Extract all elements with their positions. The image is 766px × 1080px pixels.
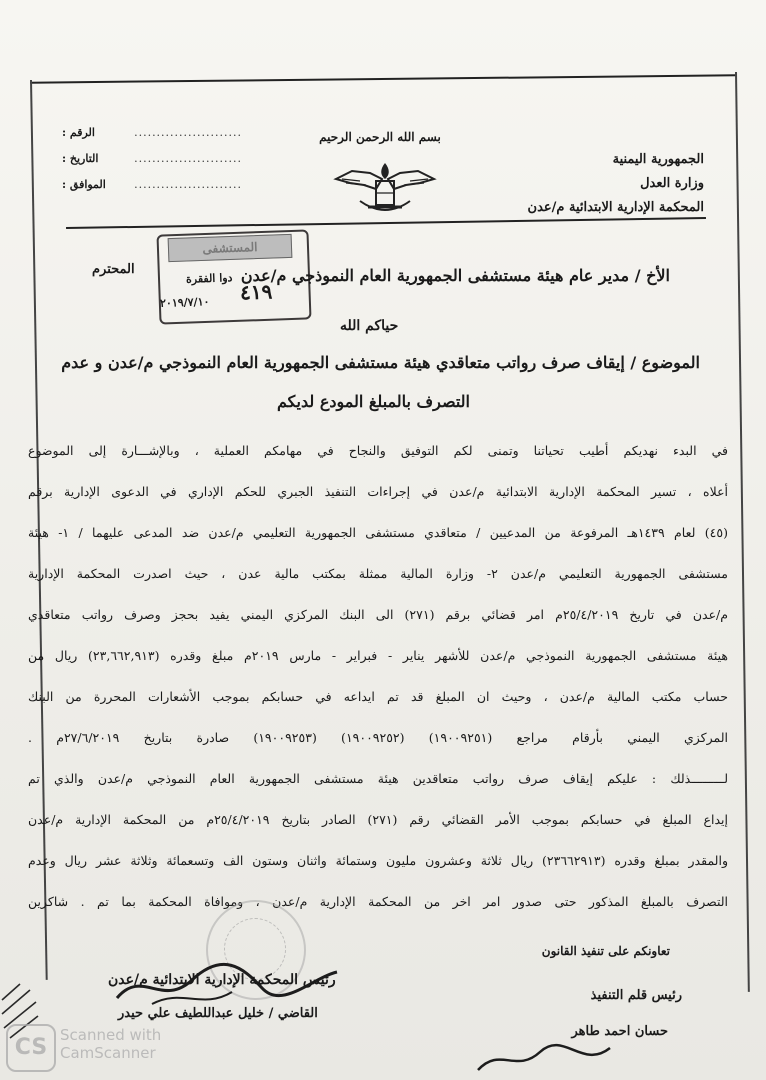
date-label: التاريخ : <box>62 152 99 165</box>
body-line: والمقدر بمبلغ وقدره (٢٣٦٦٢٩١٣) ريال ثلاثة وعشرون مليون وستمائة واثنان وستون الف وتسعمائة وثلاثة عشر ريال وعدم <box>28 853 728 868</box>
body-line: إيداع المبلغ في حسابكم بموجب الأمر القضائي رقم (٢٧١) الصادر بتاريخ ٢٥/٤/٢٠١٩م من المحكمة الإدارية م/عدن <box>28 812 728 827</box>
body-line: أعلاه ، تسير المحكمة الإدارية الابتدائية م/عدن في إجراءات التنفيذ الجبري للحكم الإداري في الدعوى الإدارية برقم <box>28 484 728 499</box>
body-line: م/عدن في تاريخ ٢٥/٤/٢٠١٩م امر قضائي برقم (٢٧١) الى البنك المركزي اليمني يفيد بحجز وصرف رواتب متعاقدي <box>28 607 728 622</box>
closing-line: تعاونكم على تنفيذ القانون <box>541 944 670 958</box>
basmala: بسم الله الرحمن الرحيم <box>319 130 441 144</box>
body-line: مستشفى الجمهورية التعليمي م/عدن ٢- وزارة المالية ممثلة بمكتب مالية عدن ، حيث اصدرت المحكمة الإدارية <box>28 566 728 581</box>
country-name: الجمهورية اليمنية <box>612 152 704 167</box>
corresponding-date-field: ........................ الموافق : <box>62 172 242 198</box>
court-name: المحكمة الإدارية الابتدائية م/عدن <box>527 200 704 215</box>
stamp-title: المستشفى <box>168 234 293 262</box>
stamp-number: ٤١٩ <box>239 279 273 305</box>
letter-body <box>28 430 728 922</box>
body-line: التصرف بالمبلغ المذكور حتى صدور امر اخر من المحكمة الإدارية م/عدن ، وموافاة المحكمة بما تم . شاكرين <box>28 894 728 909</box>
greeting: حياكم الله <box>340 318 399 334</box>
number-field: ........................ الرقم : <box>62 120 242 146</box>
addressee: الأخ / مدير عام هيئة مستشفى الجمهورية العام النموذجي م/عدن <box>240 266 670 285</box>
stamp-date: ٢٠١٩/٧/١٠ <box>159 295 210 310</box>
camscanner-logo-icon: CS <box>6 1024 56 1072</box>
reference-fields <box>62 120 242 198</box>
enforcement-head-name: حسان احمد طاهر <box>571 1024 668 1039</box>
date-field: ........................ التاريخ : <box>62 146 242 172</box>
honorific: المحترم <box>92 262 135 277</box>
court-president-title: رئيس المحكمة الإدارية الابتدائية م/عدن <box>108 972 336 988</box>
number-label: الرقم : <box>62 126 95 139</box>
judge-name: القاضي / خليل عبداللطيف علي حيدر <box>118 1006 318 1021</box>
body-line: (٤٥) لعام ١٤٣٩هـ المرفوعة من المدعيين / متعاقدي مستشفى الجمهورية التعليمي م/عدن ضد المدعى عليهما / ١- هيئة <box>28 525 728 540</box>
enforcement-head-title: رئيس قلم التنفيذ <box>590 988 682 1003</box>
yemen-eagle-emblem-icon <box>330 155 440 225</box>
body-line: المركزي اليمني بأرقام مراجع (١٩٠٠٩٢٥١) (١٩٠٠٩٢٥٢) (١٩٠٠٩٢٥٣) صادرة بتاريخ ٢٧/٦/٢٠١٩م . <box>28 730 728 745</box>
stamp-label: دوا الفقرة <box>185 271 233 286</box>
body-line: لـــــــــذلك : عليكم إيقاف صرف رواتب متعاقدين هيئة مستشفى الجمهورية العام النموذجي م/عدن والذي تم <box>28 771 728 786</box>
issuing-authority <box>494 148 704 220</box>
subject-line: الموضوع / إيقاف صرف رواتب متعاقدي هيئة مستشفى الجمهورية العام النموذجي م/عدن و عدم <box>61 353 700 372</box>
camscanner-watermark: Scanned with CamScanner <box>60 1026 162 1062</box>
enforcement-head-signature-scribble <box>470 1040 620 1078</box>
body-line: حساب مكتب المالية م/عدن ، وحيث ان المبلغ قد تم ايداعه في حسابكم بموجب الأشعارات المحررة من البنك <box>28 689 728 704</box>
ministry-name: وزارة العدل <box>640 176 704 191</box>
body-line: هيئة مستشفى الجمهورية النموذجي م/عدن للأشهر يناير - فبراير - مارس ٢٠١٩م مبلغ وقدره (٢٣,٦٦٢,٩١٣) ريال من <box>28 648 728 663</box>
subject-line-continued: التصرف بالمبلغ المودع لديكم <box>277 392 470 411</box>
corresponding-label: الموافق : <box>62 178 106 191</box>
body-line: في البدء نهديكم أطيب تحياتنا وتمنى لكم التوفيق والنجاح في مهامكم العملية ، وبالإشـــارة إلى الموضوع <box>28 443 728 458</box>
